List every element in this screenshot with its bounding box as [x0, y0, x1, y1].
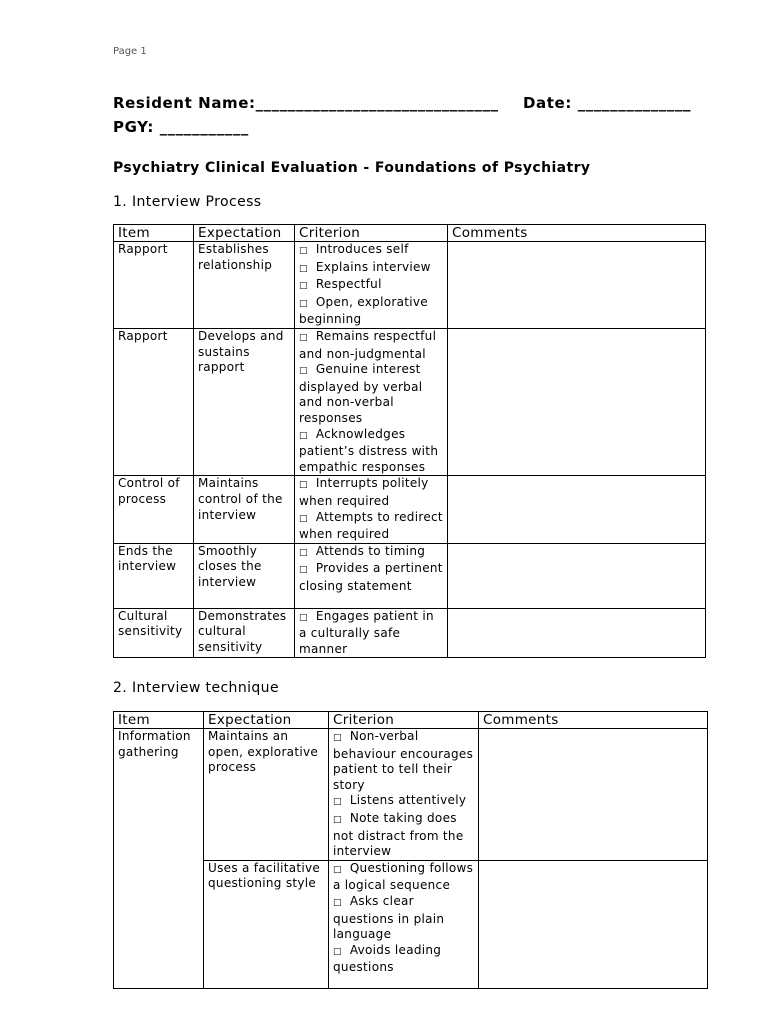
item-cell: Rapport — [114, 328, 194, 475]
table-row — [114, 242, 706, 329]
column-header-criterion: Criterion — [295, 225, 448, 242]
criterion-item: □ Engages patient in a culturally safe manner — [299, 608, 434, 656]
item-cell: Control of process — [114, 476, 194, 543]
item-cell: Information gathering — [114, 729, 204, 861]
criterion-cell — [295, 608, 448, 658]
comments-cell[interactable] — [448, 476, 706, 543]
checkbox-icon: □ — [333, 814, 342, 825]
criterion-cell — [329, 729, 479, 861]
checkbox-icon: □ — [299, 263, 308, 274]
expectation-cell: Maintains an open, explorative process — [204, 729, 329, 861]
checkbox-icon: □ — [299, 480, 308, 491]
comments-cell[interactable] — [448, 543, 706, 608]
expectation-cell: Demonstrates cultural sensitivity — [194, 608, 295, 658]
criterion-cell — [329, 860, 479, 988]
expectation-cell: Smoothly closes the interview — [194, 543, 295, 608]
column-header-item: Item — [114, 225, 194, 242]
checkbox-icon: □ — [299, 298, 308, 309]
table-row — [114, 860, 708, 988]
checkbox-icon: □ — [333, 864, 342, 875]
checkbox-icon: □ — [299, 612, 308, 623]
comments-cell[interactable] — [479, 860, 708, 988]
expectation-cell: Uses a facilitative questioning style — [204, 860, 329, 988]
table-row — [114, 328, 706, 475]
expectation-cell: Establishes relationship — [194, 242, 295, 329]
criterion-cell — [295, 328, 448, 475]
expectation-cell: Develops and sustains rapport — [194, 328, 295, 475]
checkbox-icon: □ — [299, 246, 308, 256]
comments-cell[interactable] — [448, 608, 706, 658]
item-cell: Cultural sensitivity — [114, 608, 194, 658]
resident-name-field: Resident Name:______________________________ — [113, 94, 499, 112]
criterion-item: □ Questioning follows a logical sequence — [333, 860, 474, 893]
expectation-cell: Maintains control of the interview — [194, 476, 295, 543]
criterion-item: □ Open, explorative beginning — [299, 294, 428, 327]
criterion-cell — [295, 242, 448, 329]
page-number: Page 1 — [113, 46, 147, 57]
criterion-item: □ Asks clear questions in plain language — [333, 893, 445, 942]
comments-cell[interactable] — [448, 328, 706, 475]
criterion-cell — [295, 476, 448, 543]
checkbox-icon: □ — [299, 565, 308, 576]
checkbox-icon: □ — [333, 797, 342, 808]
criterion-item: □ Listens attentively — [333, 793, 467, 808]
pgy-field: PGY: ___________ — [113, 118, 249, 136]
table-row — [114, 608, 706, 658]
checkbox-icon: □ — [299, 281, 308, 292]
column-header-comments: Comments — [448, 225, 706, 242]
criterion-item: □ Non-verbal behaviour encourages patient to tell their story — [333, 729, 474, 792]
table-row — [114, 476, 706, 543]
column-header-item: Item — [114, 712, 204, 729]
criterion-item: □ Explains interview — [299, 259, 431, 274]
column-header-expectation: Expectation — [194, 225, 295, 242]
criterion-item: □ Avoids leading questions — [333, 942, 442, 975]
criterion-item: □ Attends to timing — [299, 543, 426, 558]
criterion-item: □ Genuine interest displayed by verbal and non-verbal responses — [299, 362, 423, 425]
column-header-criterion: Criterion — [329, 712, 479, 729]
section-1-heading: 1. Interview Process — [113, 194, 262, 210]
criterion-cell — [295, 543, 448, 608]
date-field: Date: ______________ — [523, 94, 692, 112]
criterion-item: □ Introduces self — [299, 242, 409, 256]
checkbox-icon: □ — [299, 332, 308, 343]
checkbox-icon: □ — [299, 366, 308, 377]
checkbox-icon: □ — [299, 547, 308, 558]
criterion-item: □ Note taking does not distract from the interview — [333, 810, 464, 859]
item-cell: Rapport — [114, 242, 194, 329]
criterion-item: □ Respectful — [299, 277, 382, 292]
checkbox-icon: □ — [333, 733, 342, 743]
item-cell — [114, 860, 204, 988]
comments-cell[interactable] — [448, 242, 706, 329]
interview-process-table — [113, 224, 706, 658]
column-header-comments: Comments — [479, 712, 708, 729]
checkbox-icon: □ — [299, 513, 308, 524]
comments-cell[interactable] — [479, 729, 708, 861]
table-header-row — [114, 712, 708, 729]
checkbox-icon: □ — [333, 897, 342, 908]
interview-technique-table — [113, 711, 708, 989]
checkbox-icon: □ — [333, 946, 342, 957]
section-2-heading: 2. Interview technique — [113, 680, 279, 696]
table-header-row — [114, 225, 706, 242]
criterion-item: □ Acknowledges patient’s distress with empathic responses — [299, 426, 439, 474]
column-header-expectation: Expectation — [204, 712, 329, 729]
criterion-item: □ Interrupts politely when required — [299, 476, 429, 508]
checkbox-icon: □ — [299, 430, 308, 441]
item-cell: Ends the interview — [114, 543, 194, 608]
table-row — [114, 729, 708, 861]
table-row — [114, 543, 706, 608]
criterion-item: □ Remains respectful and non-judgmental — [299, 328, 437, 361]
criterion-item: □ Attempts to redirect when required — [299, 509, 443, 542]
criterion-item: □ Provides a pertinent closing statement — [299, 561, 443, 593]
form-title: Psychiatry Clinical Evaluation - Foundations of Psychiatry — [113, 160, 591, 176]
